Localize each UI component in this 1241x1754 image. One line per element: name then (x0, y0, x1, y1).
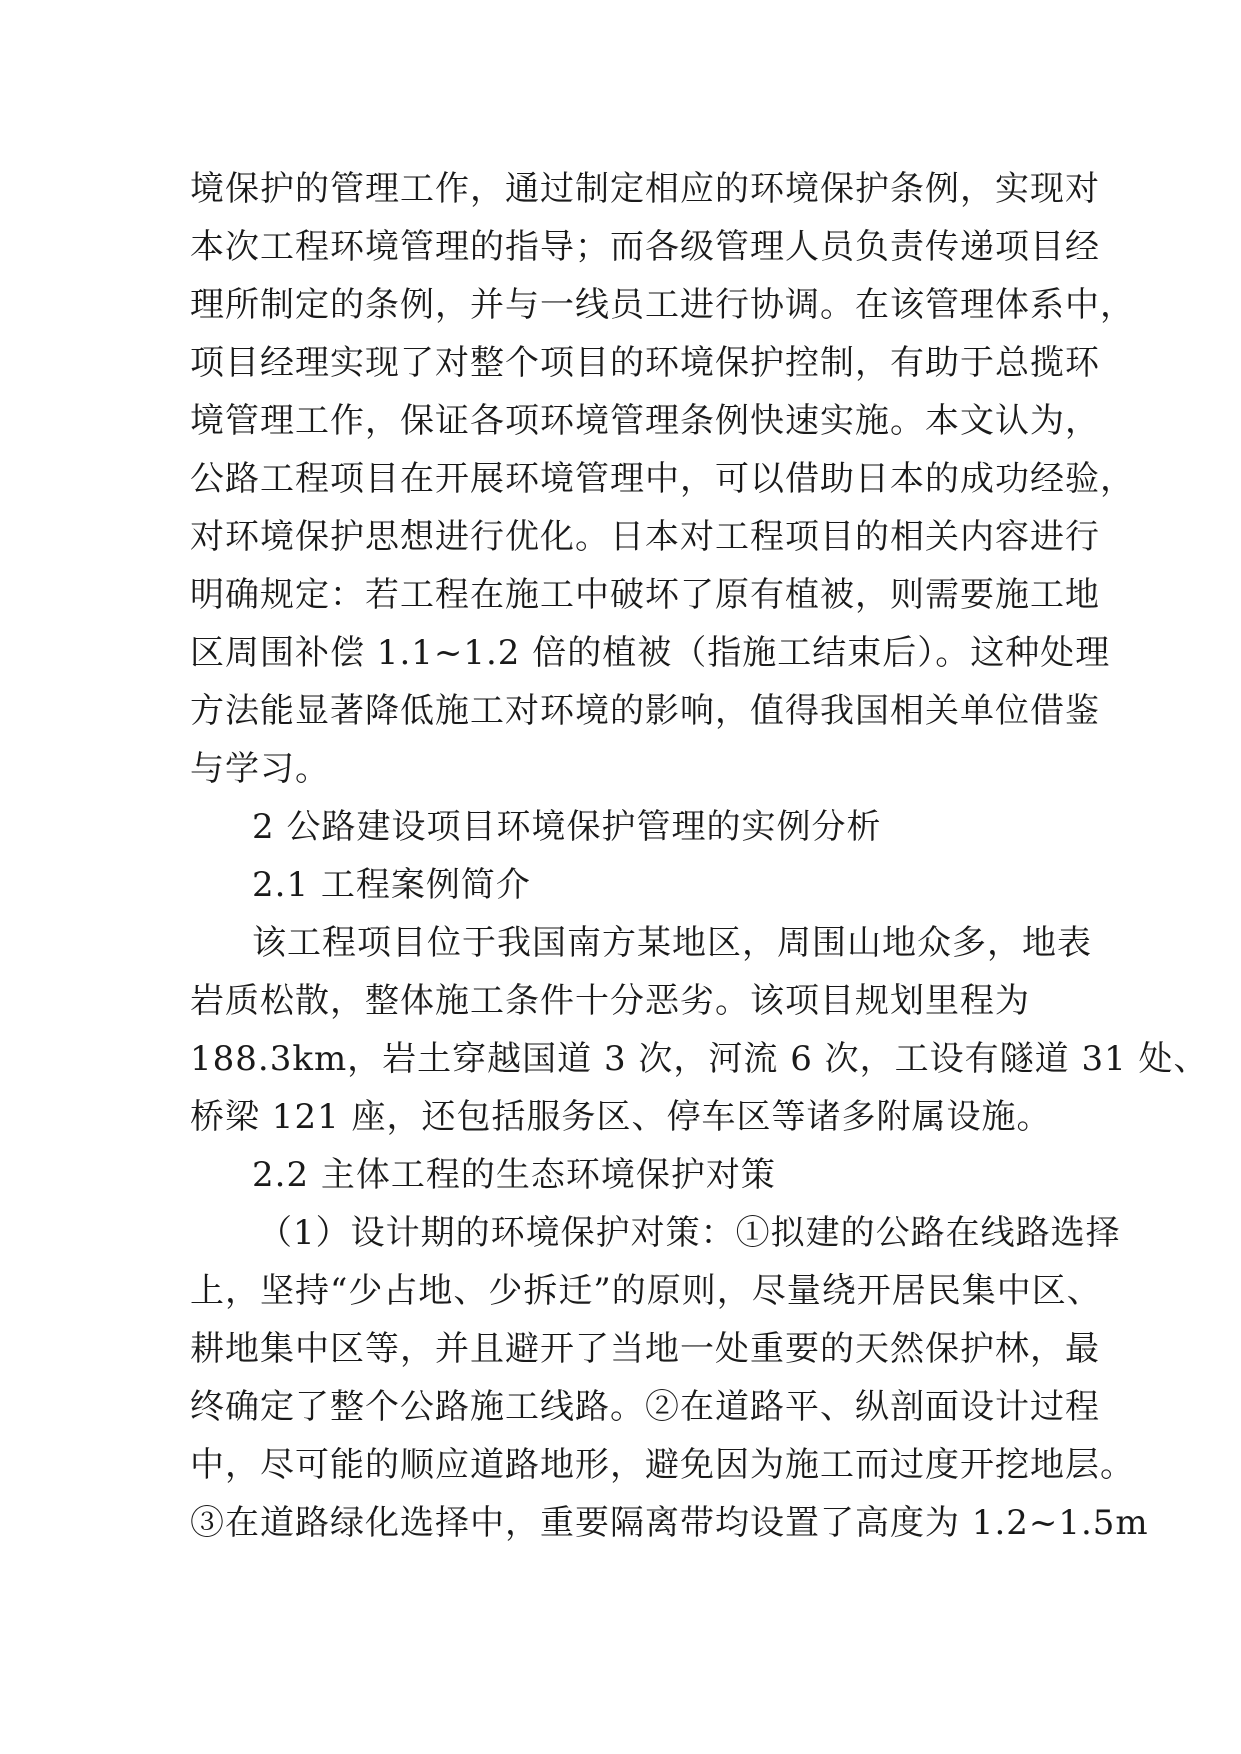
body-line: ③在道路绿化选择中，重要隔离带均设置了高度为 1.2~1.5m (190, 1503, 1149, 1543)
body-line: 该工程项目位于我国南方某地区，周围山地众多，地表 (252, 923, 1092, 963)
body-line: 188.3km，岩土穿越国道 3 次，河流 6 次，工设有隧道 31 处、 (190, 1039, 1209, 1079)
body-line: 项目经理实现了对整个项目的环境保护控制，有助于总揽环 (190, 343, 1100, 383)
body-line: 公路工程项目在开展环境管理中，可以借助日本的成功经验， (190, 459, 1135, 499)
body-line: 明确规定：若工程在施工中破坏了原有植被，则需要施工地 (190, 575, 1100, 615)
body-line: 境管理工作，保证各项环境管理条例快速实施。本文认为， (190, 401, 1100, 441)
body-line: 理所制定的条例，并与一线员工进行协调。在该管理体系中， (190, 285, 1135, 325)
body-line: 区周围补偿 1.1~1.2 倍的植被（指施工结束后）。这种处理 (190, 633, 1111, 673)
body-line: 与学习。 (190, 749, 330, 789)
body-line: 方法能显著降低施工对环境的影响，值得我国相关单位借鉴 (190, 691, 1100, 731)
body-line: 对环境保护思想进行优化。日本对工程项目的相关内容进行 (190, 517, 1100, 557)
body-line: 中，尽可能的顺应道路地形，避免因为施工而过度开挖地层。 (190, 1445, 1135, 1485)
body-line: 上，坚持“少占地、少拆迁”的原则，尽量绕开居民集中区、 (190, 1271, 1102, 1311)
body-line: 境保护的管理工作，通过制定相应的环境保护条例，实现对 (190, 169, 1100, 209)
document-body (190, 160, 1209, 1552)
body-line: 桥梁 121 座，还包括服务区、停车区等诸多附属设施。 (190, 1097, 1052, 1137)
body-line: 岩质松散，整体施工条件十分恶劣。该项目规划里程为 (190, 981, 1030, 1021)
body-line: 耕地集中区等，并且避开了当地一处重要的天然保护林，最 (190, 1329, 1100, 1369)
body-line: （1）设计期的环境保护对策：①拟建的公路在线路选择 (258, 1213, 1121, 1253)
body-line: 本次工程环境管理的指导；而各级管理人员负责传递项目经 (190, 227, 1100, 267)
body-line: 终确定了整个公路施工线路。②在道路平、纵剖面设计过程 (190, 1387, 1100, 1427)
section-heading: 2 公路建设项目环境保护管理的实例分析 (252, 807, 882, 847)
subsection-heading: 2.1 工程案例简介 (252, 865, 531, 905)
subsection-heading: 2.2 主体工程的生态环境保护对策 (252, 1155, 776, 1195)
